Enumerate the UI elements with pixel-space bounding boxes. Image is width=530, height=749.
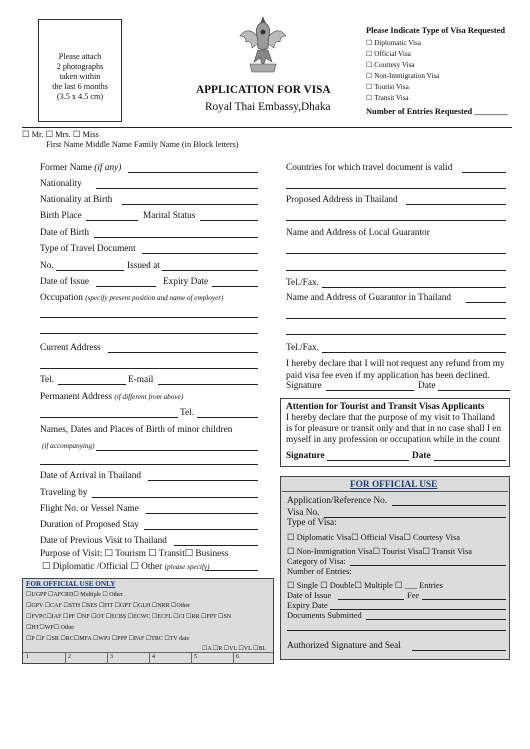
perm-address-label: Permanent Address (if different from above) xyxy=(40,392,184,402)
dob-input[interactable] xyxy=(94,237,258,238)
email-label: E-mail xyxy=(128,375,154,385)
official-codes-row-4[interactable]: ☐HT☐WP☐ Other xyxy=(26,625,75,631)
category-label: Category of Visa: xyxy=(287,557,346,566)
documents-line-2[interactable] xyxy=(287,630,506,631)
date-input[interactable] xyxy=(438,390,510,391)
authorized-signature-label: Authorized Signature and Seal xyxy=(287,641,401,651)
official-codes-row-1[interactable]: ☐UGPP ☐AFCRD☐ Multiple ☐ Other xyxy=(26,592,123,598)
former-name-input[interactable] xyxy=(128,172,258,173)
dob-label: Date of Birth xyxy=(40,228,90,238)
current-address-label: Current Address xyxy=(40,343,101,353)
official-cell-2[interactable]: 2 xyxy=(68,654,71,660)
form-title: APPLICATION FOR VISA xyxy=(196,84,331,96)
travel-doc-label: Type of Travel Document xyxy=(40,244,136,254)
occupation-line-1[interactable] xyxy=(40,317,258,318)
local-guarantor-label: Name and Address of Local Guarantor xyxy=(286,228,430,238)
attention-heading: Attention for Tourist and Transit Visas Applicants xyxy=(286,402,485,412)
documents-submitted-input[interactable] xyxy=(366,619,506,620)
visa-no-input[interactable] xyxy=(324,517,506,518)
official-expiry-label: Expiry Date xyxy=(287,601,328,610)
marital-status-input[interactable] xyxy=(200,220,258,221)
birth-place-input[interactable] xyxy=(86,220,138,221)
official-date-issue-input[interactable] xyxy=(338,599,404,600)
purpose-other-input[interactable] xyxy=(205,570,258,571)
duration-label: Duration of Proposed Stay xyxy=(40,520,139,530)
countries-valid-label: Countries for which travel document is valid xyxy=(286,163,453,173)
official-use-heading: FOR OFFICIAL USE xyxy=(350,480,438,490)
garuda-emblem xyxy=(238,14,288,76)
title-checkboxes[interactable]: ☐ Mr. ☐ Mrs. ☐ Miss xyxy=(22,130,99,139)
name-caption: First Name Middle Name Family Name (in Block letters) xyxy=(46,140,239,149)
former-name-label: Former Name (if any) xyxy=(40,163,122,173)
minor-children-label: Names, Dates and Places of Birth of minor children xyxy=(40,425,233,435)
arrival-input[interactable] xyxy=(148,480,258,481)
nationality-birth-input[interactable] xyxy=(122,204,258,205)
email-input[interactable] xyxy=(158,384,258,385)
attention-line-3: myself in any profession or occupation while in the count xyxy=(286,435,501,445)
proposed-address-label: Proposed Address in Thailand xyxy=(286,195,398,205)
signature-label: Signature xyxy=(286,381,322,391)
issued-at-input[interactable] xyxy=(162,270,258,271)
visa-option-transit[interactable]: ☐ Transit Visa xyxy=(366,94,409,102)
tel-input[interactable] xyxy=(58,384,126,385)
official-expiry-input[interactable] xyxy=(330,609,506,610)
official-cell-1[interactable]: 1 xyxy=(26,654,29,660)
current-address-input[interactable] xyxy=(108,352,258,353)
telfax-input[interactable] xyxy=(322,287,506,288)
cell-divider xyxy=(233,653,234,664)
official-use-only-heading: FOR OFFICIAL USE ONLY xyxy=(26,580,116,588)
accompanying-hint: (if accompanying) xyxy=(42,442,95,450)
telfax2-label: Tel./Fax. xyxy=(286,343,319,353)
cell-divider xyxy=(191,653,192,664)
form-subtitle: Royal Thai Embassy,Dhaka xyxy=(205,101,331,113)
category-input[interactable] xyxy=(350,565,506,566)
nationality-input[interactable] xyxy=(96,188,258,189)
cell-divider xyxy=(65,653,66,664)
cell-divider xyxy=(149,653,150,664)
refund-declaration-1: I hereby declare that I will not request any refund from my xyxy=(286,359,505,369)
official-entries-options[interactable]: ☐ Single ☐ Double☐ Multiple ☐ ___ Entries xyxy=(287,581,443,590)
telfax2-input[interactable] xyxy=(322,352,506,353)
visa-option-tourist[interactable]: ☐ Tourist Visa xyxy=(366,83,409,91)
tel2-label: Tel. xyxy=(180,408,195,418)
visa-option-diplomatic[interactable]: ☐ Diplomatic Visa xyxy=(366,39,421,47)
official-use-divider xyxy=(282,491,508,492)
official-date-issue-label: Date of Issue xyxy=(287,591,332,600)
tel2-input[interactable] xyxy=(197,417,258,418)
doc-no-label: No. xyxy=(40,261,54,271)
date-label: Date xyxy=(418,381,436,391)
signature-input[interactable] xyxy=(326,390,414,391)
nationality-label: Nationality xyxy=(40,179,82,189)
purpose-checkboxes-2[interactable]: ☐ Diplomatic /Official ☐ Other (please specify) xyxy=(42,562,210,572)
date-issue-label: Date of Issue xyxy=(40,277,90,287)
local-guarantor-line-1[interactable] xyxy=(286,253,506,254)
visa-no-label: Visa No. xyxy=(287,508,320,518)
attention-line-1: I hereby declare that the purpose of my visit to Thailand xyxy=(286,413,495,423)
duration-input[interactable] xyxy=(144,529,258,530)
marital-status-label: Marital Status xyxy=(143,211,196,221)
official-cell-6[interactable]: 6 xyxy=(236,654,239,660)
visa-option-official[interactable]: ☐ Official Visa xyxy=(366,50,411,58)
arrival-label: Date of Arrival in Thailand xyxy=(40,471,142,481)
official-cell-5[interactable]: 5 xyxy=(194,654,197,660)
guarantor-thailand-label: Name and Address of Guarantor in Thailand xyxy=(286,293,452,303)
flight-label: Flight No. or Vessel Name xyxy=(40,504,139,514)
traveling-by-label: Traveling by xyxy=(40,488,88,498)
official-visa-row-1[interactable]: ☐ Diplomatic Visa☐ Official Visa☐ Courtesy Visa xyxy=(287,533,460,542)
children-line-2[interactable] xyxy=(40,464,258,465)
photo-instructions: Please attach 2 photographs taken within the last 6 months (3.5 x 4.5 cm) xyxy=(52,52,108,101)
official-cells-top xyxy=(23,652,273,653)
perm-address-input[interactable] xyxy=(40,417,178,418)
official-entries-label: Number of Entries: xyxy=(287,567,352,576)
countries-valid-input[interactable] xyxy=(462,172,506,173)
visa-option-non-immigration[interactable]: ☐ Non-Immigration Visa xyxy=(366,72,440,80)
name-line[interactable] xyxy=(22,127,512,128)
expiry-input[interactable] xyxy=(212,286,258,287)
official-cell-4[interactable]: 4 xyxy=(152,654,155,660)
attention-line-2: is for pleasure or transit only and that in no case shall I en xyxy=(286,424,502,434)
proposed-address-line-2[interactable] xyxy=(286,220,506,221)
guarantor-thailand-line-3[interactable] xyxy=(286,334,506,335)
type-of-visa-label: Type of Visa: xyxy=(287,518,337,528)
telfax-label: Tel./Fax. xyxy=(286,278,319,288)
official-codes-row-5[interactable]: ☐P ☐F ☐SR ☐RC☐MFA ☐WP3 ☐PPP ☐PAF ☐TRC ☐TV date xyxy=(26,636,190,642)
attention-signature-input[interactable] xyxy=(327,460,409,461)
doc-no-input[interactable] xyxy=(56,270,124,271)
countries-valid-line-2[interactable] xyxy=(286,188,506,189)
birth-place-label: Birth Place xyxy=(40,211,82,221)
nationality-birth-label: Nationality at Birth xyxy=(40,195,113,205)
official-codes-row-2[interactable]: ☐GPV ☐CAF ☐STH ☐SES ☐FIT ☐GPT ☐GLH ☐NRR ☐Other xyxy=(26,603,191,609)
traveling-by-input[interactable] xyxy=(92,497,258,498)
attention-date-input[interactable] xyxy=(434,460,506,461)
current-address-line-2[interactable] xyxy=(40,368,258,369)
prev-visit-label: Date of Previous Visit to Thailand xyxy=(40,536,167,546)
issued-at-label: Issued at xyxy=(127,261,160,271)
official-marks[interactable]: ☐A ☐R ☐VL ☐VL ☐BL xyxy=(202,646,267,652)
expiry-label: Expiry Date xyxy=(163,277,209,287)
official-fee-input[interactable] xyxy=(422,599,506,600)
flight-input[interactable] xyxy=(146,513,258,514)
documents-submitted-label: Documents Submitted xyxy=(287,611,362,620)
attention-date-label: Date xyxy=(412,451,431,461)
photo-placeholder xyxy=(38,19,122,122)
children-line-1[interactable] xyxy=(96,450,258,451)
purpose-checkboxes[interactable]: Purpose of Visit: ☐ Tourism ☐ Transit☐ Business xyxy=(40,549,229,559)
official-fee-label: Fee xyxy=(407,591,420,600)
app-ref-input[interactable] xyxy=(392,505,506,506)
local-guarantor-line-2[interactable] xyxy=(286,270,506,271)
occupation-line-2[interactable] xyxy=(40,333,258,334)
travel-doc-input[interactable] xyxy=(142,253,258,254)
cell-divider xyxy=(107,653,108,664)
refund-declaration-2: paid visa fee even if my application has been declined. xyxy=(286,371,490,381)
guarantor-thailand-input[interactable] xyxy=(466,302,506,303)
official-cell-3[interactable]: 3 xyxy=(110,654,113,660)
app-ref-label: Application/Reference No. xyxy=(287,496,388,506)
prev-visit-input[interactable] xyxy=(174,545,258,546)
entries-requested-field[interactable]: Number of Entries Requested ________ xyxy=(366,107,508,116)
occupation-label: Occupation (specify present position and name of employer) xyxy=(40,293,224,303)
date-issue-input[interactable] xyxy=(96,286,156,287)
official-visa-row-2[interactable]: ☐ Non-Immigration Visa☐ Tourist Visa☐ Transit Visa xyxy=(287,547,472,556)
authorized-signature-input[interactable] xyxy=(412,650,506,651)
official-codes-row-3[interactable]: ☐FVPC☐IAF ☐PF ☐NF ☐OT ☐ECBS ☐ECWC ☐ECFL ☐CI ☐RR ☐FPT ☐SN xyxy=(26,614,232,620)
guarantor-thailand-line-2[interactable] xyxy=(286,318,506,319)
visa-type-heading: Please Indicate Type of Visa Requested xyxy=(366,26,506,35)
attention-signature-label: Signature xyxy=(286,451,325,461)
proposed-address-input[interactable] xyxy=(406,204,506,205)
tel-label: Tel. xyxy=(40,375,55,385)
visa-option-courtesy[interactable]: ☐ Courtesy Visa xyxy=(366,61,415,69)
